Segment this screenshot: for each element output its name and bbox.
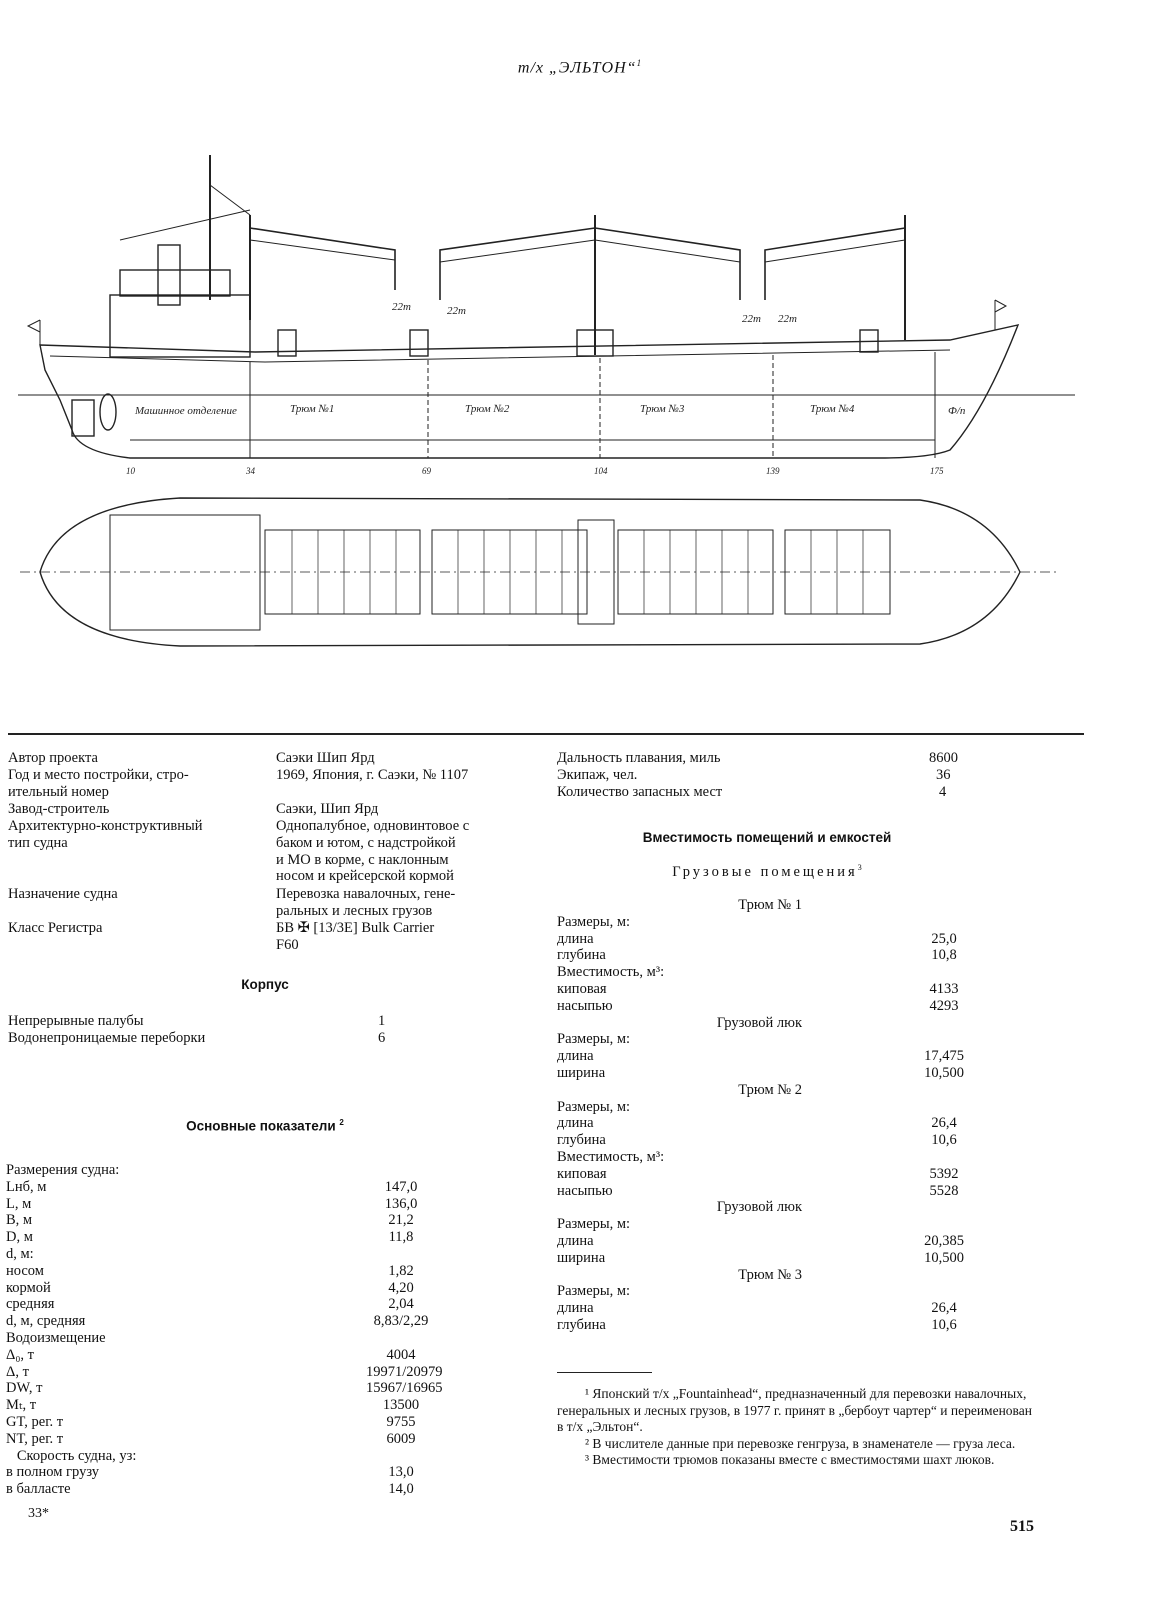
capacity-key: ширина xyxy=(557,1064,606,1081)
main-value: 14,0 xyxy=(388,1481,414,1498)
main-value: 13,0 xyxy=(388,1464,414,1481)
capacity-key: Размеры, м: xyxy=(557,913,631,930)
range-value: 8600 xyxy=(929,750,958,766)
capacity-value: 10,6 xyxy=(931,1132,957,1149)
main-row xyxy=(6,1431,526,1448)
capacity-key: длина xyxy=(557,1048,594,1065)
main-key: носом xyxy=(6,1262,44,1279)
capacity-value: 26,4 xyxy=(931,1115,957,1132)
main-heading-note: 2 xyxy=(339,1118,344,1127)
general-key: Год и место постройки, стро- ительный номер xyxy=(8,767,189,800)
capacity-key: киповая xyxy=(557,980,607,997)
main-value: 15967/16965 xyxy=(366,1380,443,1397)
side-labels xyxy=(126,301,966,476)
main-table xyxy=(6,1162,526,1498)
main-key: Lнб, м xyxy=(6,1178,47,1195)
main-value: 21,2 xyxy=(388,1212,414,1229)
capacity-subheading-text: Грузовые помещения xyxy=(672,863,858,880)
general-key: Назначение судна xyxy=(8,886,118,902)
capacity-key: насыпью xyxy=(557,1182,613,1199)
crane-load-2: 22т xyxy=(447,305,466,317)
main-key: в полном грузу xyxy=(6,1464,99,1481)
hull-value: 6 xyxy=(378,1029,386,1046)
capacity-key: Размеры, м: xyxy=(557,1098,631,1115)
range-key: Экипаж, чел. xyxy=(557,766,638,783)
capacity-value: 10,500 xyxy=(924,1249,964,1266)
general-key: Класс Регистра xyxy=(8,920,103,936)
main-key: Δ, т xyxy=(6,1363,29,1380)
general-value: БВ ✠ [13/3E] Bulk Carrier F60 xyxy=(276,920,435,953)
frame-139: 139 xyxy=(766,466,780,476)
frame-34: 34 xyxy=(246,466,255,476)
main-key: D, м xyxy=(6,1229,33,1246)
capacity-key: Трюм № 1 xyxy=(738,897,802,913)
main-row xyxy=(6,1296,526,1313)
capacity-row xyxy=(557,964,977,981)
capacity-row xyxy=(557,981,977,998)
main-row xyxy=(6,1196,526,1213)
capacity-value xyxy=(919,964,969,981)
capacity-row xyxy=(557,1233,977,1250)
title-footnote-mark: 1 xyxy=(636,58,643,68)
capacity-row xyxy=(557,1149,977,1166)
capacity-value xyxy=(919,1216,969,1233)
main-key: средняя xyxy=(6,1296,55,1313)
rudder xyxy=(72,400,94,436)
main-row xyxy=(6,1246,526,1263)
capacity-key: Вместимость, м³: xyxy=(557,964,665,981)
main-deck xyxy=(50,350,950,362)
frame-69: 69 xyxy=(422,466,431,476)
main-row xyxy=(6,1263,526,1280)
capacity-key: Размеры, м: xyxy=(557,1216,631,1233)
main-key: d, м, средняя xyxy=(6,1313,86,1330)
hold-2-label: Трюм №3 xyxy=(640,403,685,415)
capacity-key: длина xyxy=(557,930,594,947)
footnote-rule xyxy=(557,1372,652,1373)
hold-4-label: Трюм №1 xyxy=(290,403,335,415)
hull-heading: Корпус xyxy=(241,977,289,992)
ship-drawing xyxy=(0,0,1160,700)
capacity-row xyxy=(557,1283,977,1300)
main-key: Mₜ, т xyxy=(6,1397,37,1414)
capacity-value xyxy=(919,1283,969,1300)
capacity-key: киповая xyxy=(557,1165,607,1182)
general-key: Автор проекта xyxy=(8,750,98,766)
capacity-value xyxy=(802,1082,852,1099)
crane-load-4: 22т xyxy=(778,313,797,325)
capacity-key: Трюм № 2 xyxy=(738,1081,802,1098)
capacity-key: Размеры, м: xyxy=(557,1283,631,1300)
capacity-row xyxy=(557,1031,977,1048)
capacity-value xyxy=(802,897,852,914)
capacity-key: длина xyxy=(557,1300,594,1317)
main-value: 1,82 xyxy=(388,1262,414,1279)
capacity-row xyxy=(557,998,977,1015)
main-key: Размерения судна: xyxy=(6,1162,120,1178)
capacity-value xyxy=(802,1015,852,1032)
capacity-key: Вместимость, м³: xyxy=(557,1148,665,1165)
hull-outline xyxy=(40,325,1018,458)
capacity-key: ширина xyxy=(557,1249,606,1266)
capacity-row xyxy=(557,914,977,931)
general-key: Завод-строитель xyxy=(8,801,110,817)
capacity-row xyxy=(557,1065,977,1082)
main-value: 4004 xyxy=(386,1346,416,1363)
capacity-key: Размеры, м: xyxy=(557,1031,631,1048)
range-key: Количество запасных мест xyxy=(557,783,723,800)
main-value xyxy=(366,1330,436,1347)
main-key: GT, рег. т xyxy=(6,1413,64,1430)
main-value xyxy=(366,1162,436,1179)
main-value: 136,0 xyxy=(384,1195,418,1212)
main-row xyxy=(6,1313,526,1330)
capacity-row xyxy=(557,1216,977,1233)
capacity-row xyxy=(557,1300,977,1317)
main-value: 8,83/2,29 xyxy=(373,1313,429,1330)
capacity-value: 5392 xyxy=(929,1165,959,1182)
main-key: NT, рег. т xyxy=(6,1430,64,1447)
capacity-value xyxy=(919,914,969,931)
main-key: Δ₀, т xyxy=(6,1346,34,1363)
capacity-value: 20,385 xyxy=(924,1232,964,1249)
main-value: 13500 xyxy=(382,1397,420,1414)
general-value: 1969, Япония, г. Саэки, № 1107 xyxy=(276,767,469,783)
forepeak-label: Ф/п xyxy=(948,405,966,417)
capacity-value xyxy=(919,1099,969,1116)
main-value: 2,04 xyxy=(388,1296,414,1313)
capacity-row xyxy=(557,1132,977,1149)
capacity-key: длина xyxy=(557,1232,594,1249)
capacity-row xyxy=(557,1199,977,1216)
capacity-value: 10,500 xyxy=(924,1064,964,1081)
section-rule xyxy=(8,733,1084,735)
crane-load-1: 22т xyxy=(392,301,411,313)
capacity-row xyxy=(557,1015,977,1032)
engine-room-label: Машинное отделение xyxy=(135,405,237,417)
footnotes xyxy=(557,1386,1037,1469)
capacity-row xyxy=(557,1267,977,1284)
main-value: 147,0 xyxy=(384,1178,418,1195)
main-key: Водоизмещение xyxy=(6,1329,106,1346)
capacity-value xyxy=(802,1267,852,1284)
main-key: Скорость судна, уз: xyxy=(6,1447,137,1464)
hull-key: Непрерывные палубы xyxy=(8,1013,144,1029)
main-row xyxy=(6,1330,526,1347)
hull-value: 1 xyxy=(378,1013,386,1029)
main-row xyxy=(6,1414,526,1431)
main-key: d, м: xyxy=(6,1245,34,1262)
capacity-key: Грузовой люк xyxy=(716,1199,802,1216)
capacity-row xyxy=(557,1250,977,1267)
capacity-value: 5528 xyxy=(929,1182,959,1199)
main-value xyxy=(366,1246,436,1263)
capacity-value xyxy=(802,1199,852,1216)
capacity-row xyxy=(557,897,977,914)
capacity-row xyxy=(557,1166,977,1183)
main-heading-text: Основные показатели xyxy=(186,1118,336,1134)
capacity-row xyxy=(557,1048,977,1065)
general-value: Однопалубное, одновинтовое с баком и ютом, с надстройкой и МО в корме, с наклонным носом и крейсерской кормой xyxy=(276,818,470,885)
capacity-table xyxy=(557,897,977,1334)
capacity-row xyxy=(557,931,977,948)
main-row xyxy=(6,1481,526,1498)
capacity-value: 10,6 xyxy=(931,1316,957,1333)
capacity-key: глубина xyxy=(557,947,606,964)
capacity-value: 26,4 xyxy=(931,1300,957,1317)
main-value: 11,8 xyxy=(388,1229,414,1246)
general-value: Перевозка навалочных, гене- ральных и лесных грузов xyxy=(276,886,456,919)
main-value: 9755 xyxy=(386,1413,416,1430)
main-row xyxy=(6,1162,526,1179)
title-text: т/х „ЭЛЬТОН“ xyxy=(517,59,637,77)
main-value: 19971/20979 xyxy=(366,1363,443,1380)
capacity-row xyxy=(557,1082,977,1099)
capacity-value: 17,475 xyxy=(924,1048,964,1065)
capacity-key: глубина xyxy=(557,1132,606,1149)
main-row xyxy=(6,1212,526,1229)
footnote-3: ³ Вместимости трюмов показаны вместе с вместимостями шахт люков. xyxy=(585,1452,995,1467)
main-heading xyxy=(60,1118,470,1134)
hull-table xyxy=(8,1013,528,1047)
hold-3-label: Трюм №2 xyxy=(465,403,510,415)
main-row xyxy=(6,1280,526,1297)
capacity-row xyxy=(557,947,977,964)
deck-plan xyxy=(20,498,1060,646)
general-value: Саэки, Шип Ярд xyxy=(276,801,379,817)
main-key: L, м xyxy=(6,1195,32,1212)
range-value: 36 xyxy=(936,766,951,783)
general-info xyxy=(8,750,528,954)
main-row xyxy=(6,1179,526,1196)
range-value: 4 xyxy=(939,783,947,800)
main-row xyxy=(6,1397,526,1414)
propeller xyxy=(100,394,116,430)
capacity-row xyxy=(557,1183,977,1200)
hull-key: Водонепроницаемые переборки xyxy=(8,1029,206,1046)
signature-mark: 33* xyxy=(28,1506,49,1521)
capacity-value: 4293 xyxy=(929,997,959,1014)
footnote-1: ¹ Японский т/х „Fountainhead“, предназначенный для перевозки навалочных, генеральных и лесных грузов, в 1977 г. принят в „бербоут чартер“ и переименован в т/х „Эльтон“. xyxy=(557,1386,1032,1434)
capacity-subheading xyxy=(557,863,977,881)
crane-load-3: 22т xyxy=(742,313,761,325)
frame-10: 10 xyxy=(126,466,135,476)
main-value: 4,20 xyxy=(388,1279,414,1296)
main-row xyxy=(6,1229,526,1246)
capacity-row xyxy=(557,1099,977,1116)
general-value: Саэки Шип Ярд xyxy=(276,750,375,766)
capacity-value: 10,8 xyxy=(931,947,957,964)
main-row xyxy=(6,1380,526,1397)
main-row xyxy=(6,1448,526,1465)
capacity-value: 25,0 xyxy=(931,930,957,947)
main-row xyxy=(6,1347,526,1364)
capacity-key: Трюм № 3 xyxy=(738,1266,802,1283)
capacity-row xyxy=(557,1317,977,1334)
capacity-value: 4133 xyxy=(929,980,959,997)
page-number: 515 xyxy=(1010,1518,1034,1535)
deck-superstructure xyxy=(110,515,260,630)
hold-1-label: Трюм №4 xyxy=(810,403,855,415)
main-value xyxy=(366,1448,436,1465)
main-key: кормой xyxy=(6,1279,51,1296)
frame-104: 104 xyxy=(594,466,608,476)
capacity-key: длина xyxy=(557,1115,594,1132)
range-key: Дальность плавания, миль xyxy=(557,750,721,766)
capacity-key: насыпью xyxy=(557,997,613,1014)
capacity-subheading-note: 3 xyxy=(857,863,862,872)
range-table xyxy=(557,750,967,800)
frame-175: 175 xyxy=(930,466,944,476)
footnote-2: ² В числителе данные при перевозке генгруза, в знаменателе — груза леса. xyxy=(585,1435,1016,1451)
capacity-row xyxy=(557,1115,977,1132)
capacity-heading: Вместимость помещений и емкостей xyxy=(642,830,892,845)
main-value: 6009 xyxy=(386,1430,416,1447)
main-key: DW, т xyxy=(6,1380,43,1397)
capacity-value xyxy=(919,1149,969,1166)
capacity-key: глубина xyxy=(557,1316,606,1333)
main-row xyxy=(6,1464,526,1481)
capacity-key: Грузовой люк xyxy=(716,1014,802,1031)
general-key: Архитектурно-конструктивный тип судна xyxy=(8,818,203,851)
main-row xyxy=(6,1364,526,1381)
main-key: в балласте xyxy=(6,1481,71,1498)
main-key: B, м xyxy=(6,1212,33,1229)
capacity-value xyxy=(919,1031,969,1048)
